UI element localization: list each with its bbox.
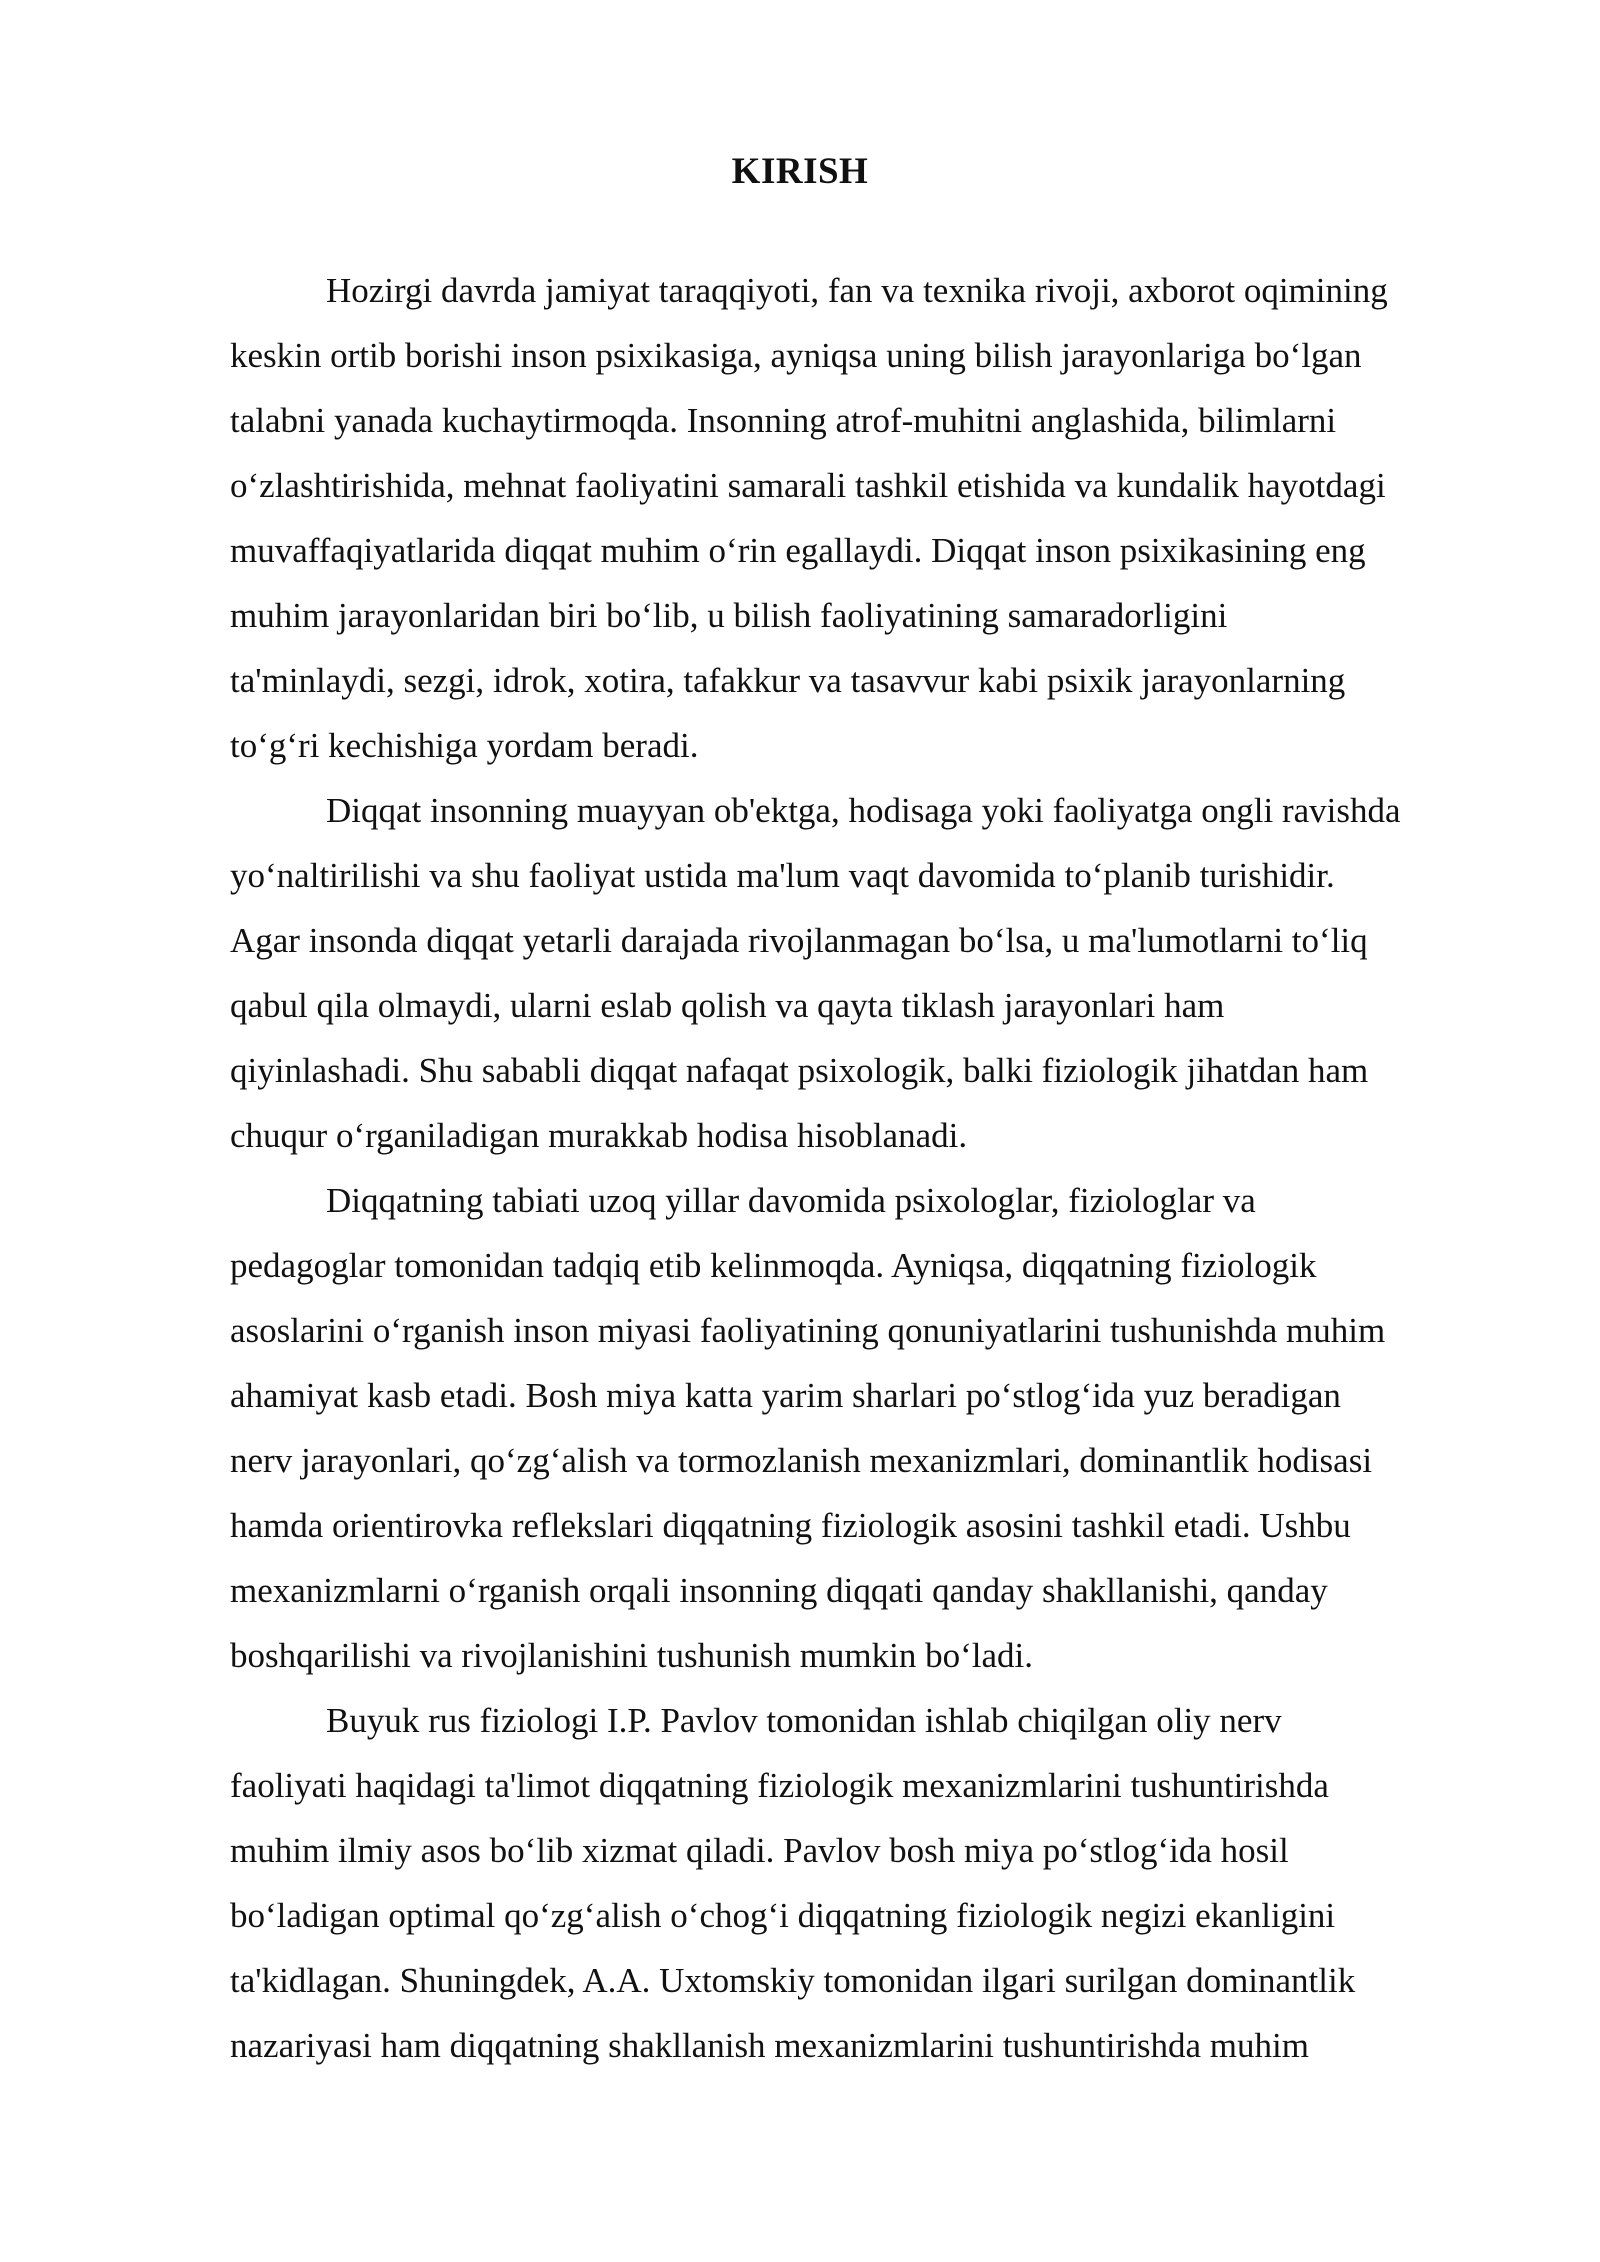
- text-line: ta'minlaydi, sezgi, idrok, xotira, tafakkur va tasavvur kabi psixik jarayonlarning: [230, 661, 1346, 700]
- paragraph-first-line: Diqqatning tabiati uzoq yillar davomida psixologlar, fiziologlar va: [326, 1181, 1256, 1220]
- page-title: KIRISH: [731, 151, 869, 192]
- paragraph-first-line: Buyuk rus fiziologi I.P. Pavlov tomonidan ishlab chiqilgan oliy nerv: [326, 1701, 1282, 1740]
- paragraph-first-line: Diqqat insonning muayyan ob'ektga, hodisaga yoki faoliyatga ongli ravishda: [326, 791, 1401, 830]
- text-line: ahamiyat kasb etadi. Bosh miya katta yarim sharlari po‘stlog‘ida yuz beradigan: [230, 1376, 1341, 1415]
- text-line: qabul qila olmaydi, ularni eslab qolish va qayta tiklash jarayonlari ham: [230, 986, 1225, 1025]
- text-line: o‘zlashtirishida, mehnat faoliyatini samarali tashkil etishida va kundalik hayotdagi: [230, 466, 1386, 505]
- text-line: mexanizmlarni o‘rganish orqali insonning diqqati qanday shakllanishi, qanday: [230, 1571, 1328, 1610]
- text-line: muhim jarayonlaridan biri bo‘lib, u bilish faoliyatining samaradorligini: [230, 596, 1228, 635]
- text-line: keskin ortib borishi inson psixikasiga, ayniqsa uning bilish jarayonlariga bo‘lgan: [230, 336, 1362, 375]
- text-line: faoliyati haqidagi ta'limot diqqatning fiziologik mexanizmlarini tushuntirishda: [230, 1766, 1329, 1805]
- body-text: [230, 258, 1400, 2078]
- text-line: boshqarilishi va rivojlanishini tushunish mumkin bo‘ladi.: [230, 1636, 1034, 1675]
- text-line: yo‘naltirilishi va shu faoliyat ustida ma'lum vaqt davomida to‘planib turishidir.: [230, 856, 1335, 895]
- text-line: to‘g‘ri kechishiga yordam beradi.: [230, 726, 699, 765]
- text-line: chuqur o‘rganiladigan murakkab hodisa hisoblanadi.: [230, 1116, 968, 1155]
- text-line: asoslarini o‘rganish inson miyasi faoliyatining qonuniyatlarini tushunishda muhim: [230, 1311, 1386, 1350]
- text-line: muhim ilmiy asos bo‘lib xizmat qiladi. Pavlov bosh miya po‘stlog‘ida hosil: [230, 1831, 1289, 1870]
- paragraph-first-line: Hozirgi davrda jamiyat taraqqiyoti, fan va texnika rivoji, axborot oqimining: [326, 271, 1388, 310]
- text-line: Agar insonda diqqat yetarli darajada rivojlanmagan bo‘lsa, u ma'lumotlarni to‘liq: [230, 921, 1368, 960]
- text-line: nazariyasi ham diqqatning shakllanish mexanizmlarini tushuntirishda muhim: [230, 2026, 1309, 2065]
- text-line: talabni yanada kuchaytirmoqda. Insonning atrof-muhitni anglashida, bilimlarni: [230, 401, 1337, 440]
- text-line: nerv jarayonlari, qo‘zg‘alish va tormozlanish mexanizmlari, dominantlik hodisasi: [230, 1441, 1373, 1480]
- text-line: ta'kidlagan. Shuningdek, A.A. Uxtomskiy tomonidan ilgari surilgan dominantlik: [230, 1961, 1356, 2000]
- text-line: qiyinlashadi. Shu sababli diqqat nafaqat psixologik, balki fiziologik jihatdan ham: [230, 1051, 1369, 1090]
- text-line: pedagoglar tomonidan tadqiq etib kelinmoqda. Ayniqsa, diqqatning fiziologik: [230, 1246, 1317, 1285]
- text-line: bo‘ladigan optimal qo‘zg‘alish o‘chog‘i diqqatning fiziologik negizi ekanligini: [230, 1896, 1336, 1935]
- text-line: muvaffaqiyatlarida diqqat muhim o‘rin egallaydi. Diqqat inson psixikasining eng: [230, 531, 1366, 570]
- text-line: hamda orientirovka reflekslari diqqatning fiziologik asosini tashkil etadi. Ushbu: [230, 1506, 1351, 1545]
